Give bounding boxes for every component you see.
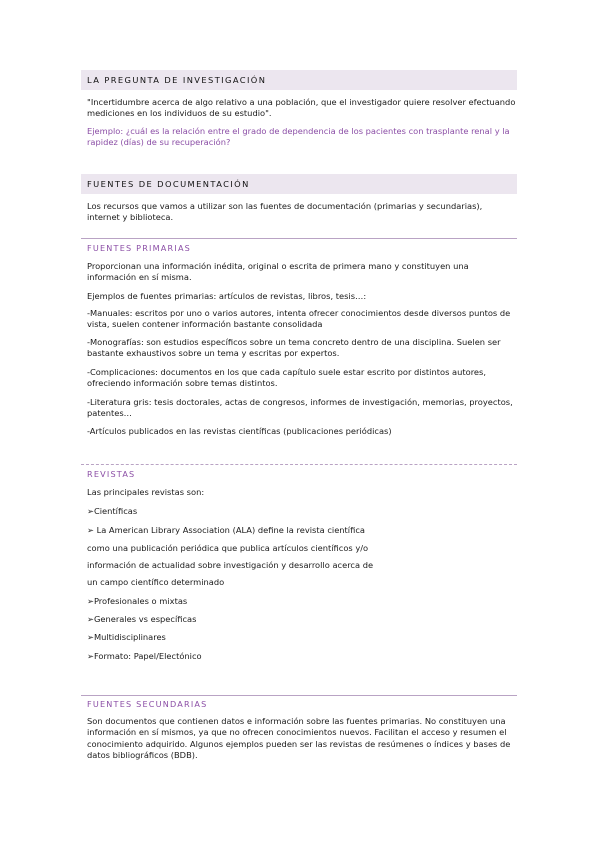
primarias-paragraph: -Literatura gris: tesis doctorales, actas de congresos, informes de investigación, memorias, proyectos, patentes… [87,397,513,419]
primarias-paragraph: -Monografías: son estudios específicos sobre un tema concreto dentro de una disciplina. Suelen ser bastante exhaustivos sobre un tema y escritas por expertos. [87,337,501,359]
subheading-secundarias: FUENTES SECUNDARIAS [87,699,208,709]
revistas-line: un campo científico determinado [87,577,225,587]
subheading-revistas: REVISTAS [87,469,136,479]
primarias-paragraph: Ejemplos de fuentes primarias: artículos de revistas, libros, tesis…: [87,291,367,301]
primarias-paragraph: -Manuales: escritos por uno o varios autores, intenta ofrecer conocimientos desde diversos puntos de vista, suelen contener información bastante consolidada [87,308,511,330]
subheading-primarias: FUENTES PRIMARIAS [87,243,192,253]
divider [81,695,517,696]
revistas-line: ➢Generales vs específicas [87,614,197,624]
revistas-line: ➢Formato: Papel/Electónico [87,651,202,661]
divider [81,238,517,239]
divider [81,464,517,465]
revistas-line: ➢Multidisciplinares [87,632,166,642]
fuentes-intro: Los recursos que vamos a utilizar son las fuentes de documentación (primarias y secundarias), internet y biblioteca. [87,201,483,223]
example-question: Ejemplo: ¿cuál es la relación entre el grado de dependencia de los pacientes con trasplante renal y la rapidez (días) de su recuperación? [87,126,510,148]
primarias-paragraph: -Complicaciones: documentos en los que cada capítulo suele estar escrito por distintos autores, ofreciendo información sobre temas distintos. [87,367,486,389]
section-header-pregunta: LA PREGUNTA DE INVESTIGACIÓN [81,70,517,90]
revistas-line: ➢ La American Library Association (ALA) define la revista científica [87,525,365,535]
revistas-line: información de actualidad sobre investigación y desarrollo acerca de [87,560,374,570]
section-header-fuentes: FUENTES DE DOCUMENTACIÓN [81,174,517,194]
revistas-line: ➢Profesionales o mixtas [87,596,188,606]
definition-paragraph: "Incertidumbre acerca de algo relativo a una población, que el investigador quiere resolver efectuando mediciones en los individuos de su estudio". [87,97,516,119]
primarias-paragraph: -Artículos publicados en las revistas científicas (publicaciones periódicas) [87,426,392,436]
revistas-line: como una publicación periódica que publica artículos científicos y/o [87,543,369,553]
revistas-line: Las principales revistas son: [87,487,205,497]
secundarias-paragraph: Son documentos que contienen datos e información sobre las fuentes primarias. No constituyen una información en sí mismos, ya que no ofrecen conocimientos nuevos. Facilitan el acceso y resumen el conocimiento adquirido. Algunos ejemplos pueden ser las revistas de resúmenes o índices y bases de datos bibliográficos (BDB). [87,716,511,761]
primarias-paragraph: Proporcionan una información inédita, original o escrita de primera mano y constituyen una información en sí misma. [87,261,469,283]
revistas-line: ➢Científicas [87,506,138,516]
